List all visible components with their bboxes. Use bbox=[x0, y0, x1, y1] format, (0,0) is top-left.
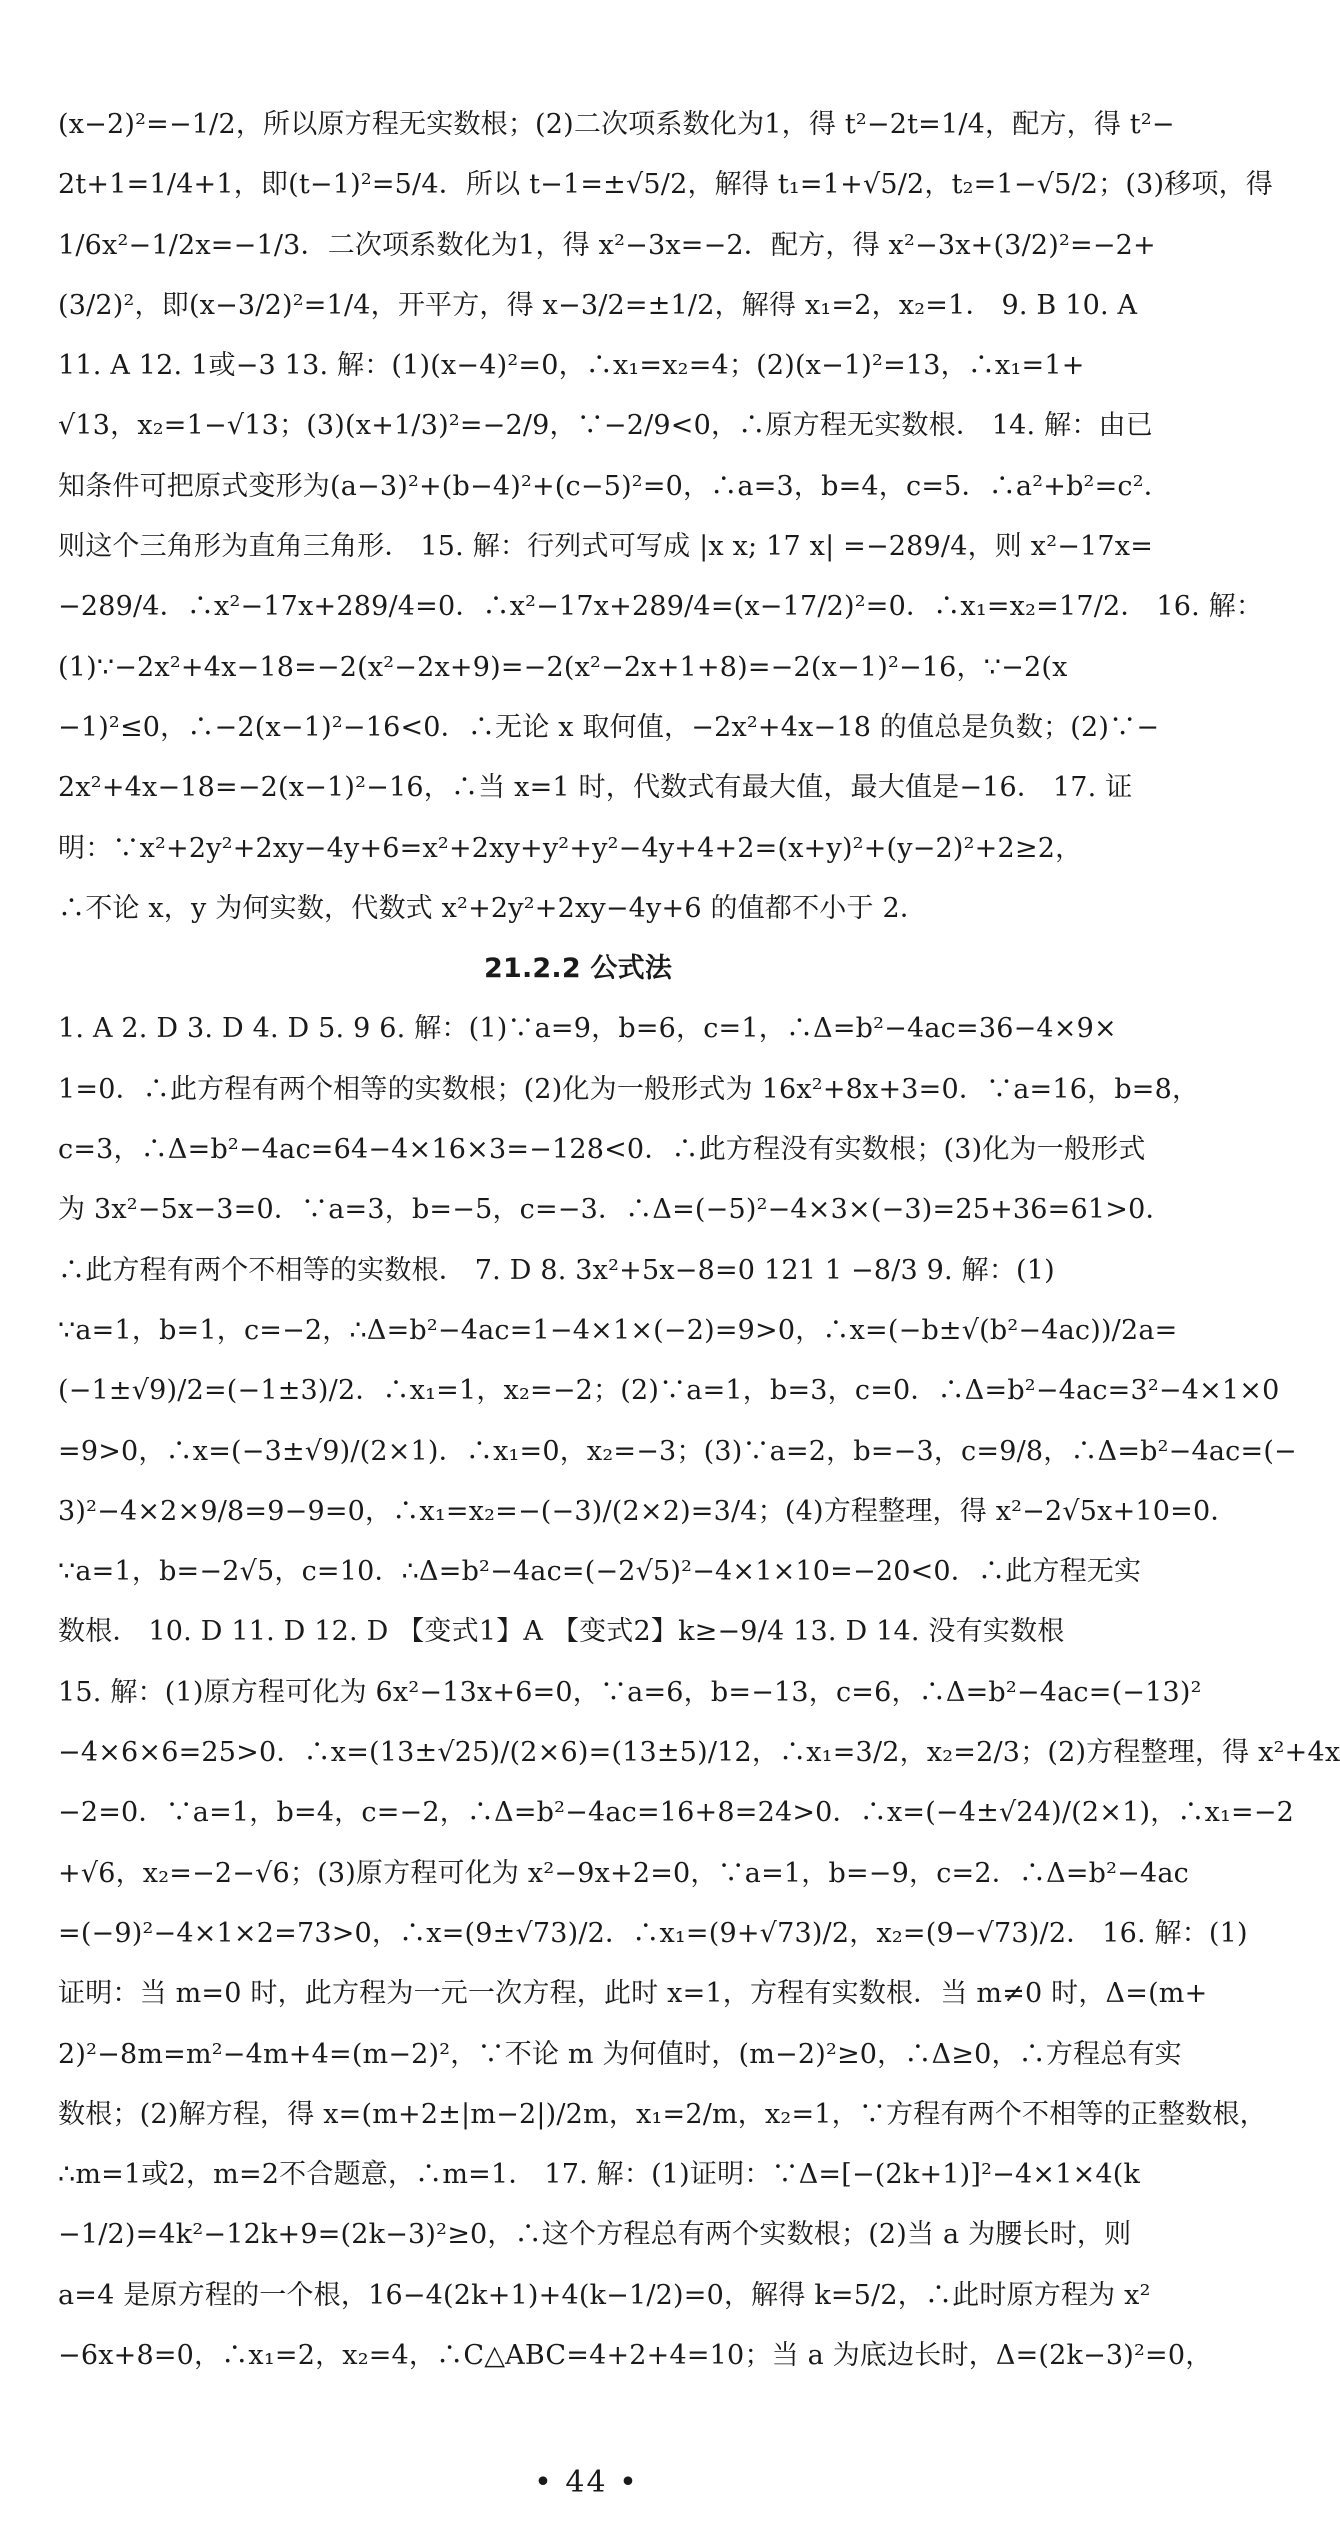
text-line: 1. A 2. D 3. D 4. D 5. 9 6. 解：(1)∵a=9，b=6，c=1，∴Δ=b²−4ac=36−4×9× bbox=[58, 1013, 1117, 1045]
text-line: =(−9)²−4×1×2=73>0，∴x=(9±√73)/2．∴x₁=(9+√73)/2，x₂=(9−√73)/2． 16. 解：(1) bbox=[58, 1917, 1248, 1949]
text-line: +√6，x₂=−2−√6；(3)原方程可化为 x²−9x+2=0，∵a=1，b=−9，c=2．∴Δ=b²−4ac bbox=[58, 1857, 1189, 1889]
text-line: 则这个三角形为直角三角形． 15. 解：行列式可写成 |x x; 17 x| =−289/4，则 x²−17x= bbox=[58, 531, 1154, 563]
text-line: 数根． 10. D 11. D 12. D 【变式1】A 【变式2】k≥−9/4 13. D 14. 没有实数根 bbox=[58, 1616, 1065, 1648]
text-line: c=3，∴Δ=b²−4ac=64−4×16×3=−128<0．∴此方程没有实数根；(3)化为一般形式 bbox=[58, 1134, 1146, 1166]
text-line: 数根；(2)解方程，得 x=(m+2±|m−2|)/2m，x₁=2/m，x₂=1，∵方程有两个不相等的正整数根， bbox=[58, 2098, 1267, 2130]
section-heading: 21.2.2 公式法 bbox=[483, 953, 673, 985]
text-line: 11. A 12. 1或−3 13. 解：(1)(x−4)²=0，∴x₁=x₂=4；(2)(x−1)²=13，∴x₁=1+ bbox=[58, 350, 1085, 382]
text-line: −1/2)=4k²−12k+9=(2k−3)²≥0，∴这个方程总有两个实数根；(2)当 a 为腰长时，则 bbox=[58, 2219, 1132, 2251]
text-line: (x−2)²=−1/2，所以原方程无实数根；(2)二次项系数化为1，得 t²−2t=1/4，配方，得 t²− bbox=[58, 109, 1175, 140]
text-line: 证明：当 m=0 时，此方程为一元一次方程，此时 x=1，方程有实数根．当 m≠0 时，Δ=(m+ bbox=[58, 1978, 1208, 2010]
text-line: 1=0．∴此方程有两个相等的实数根；(2)化为一般形式为 16x²+8x+3=0．∵a=16，b=8， bbox=[58, 1073, 1200, 1105]
text-line: −2=0．∵a=1，b=4，c=−2，∴Δ=b²−4ac=16+8=24>0．∴x=(−4±√24)/(2×1)，∴x₁=−2 bbox=[58, 1797, 1295, 1829]
text-line: 2x²+4x−18=−2(x−1)²−16，∴当 x=1 时，代数式有最大值，最大值是−16． 17. 证 bbox=[58, 772, 1133, 804]
text-line: (1)∵−2x²+4x−18=−2(x²−2x+9)=−2(x²−2x+1+8)=−2(x−1)²−16，∵−2(x bbox=[58, 651, 1068, 683]
text-line: 3)²−4×2×9/8=9−9=0，∴x₁=x₂=−(−3)/(2×2)=3/4；(4)方程整理，得 x²−2√5x+10=0． bbox=[58, 1495, 1238, 1527]
text-line: 1/6x²−1/2x=−1/3．二次项系数化为1，得 x²−3x=−2．配方，得 x²−3x+(3/2)²=−2+ bbox=[58, 229, 1156, 261]
text-line: √13，x₂=1−√13；(3)(x+1/3)²=−2/9，∵−2/9<0，∴原方程无实数根． 14. 解：由已 bbox=[58, 410, 1153, 442]
text-line: ∴不论 x，y 为何实数，代数式 x²+2y²+2xy−4y+6 的值都不小于 2． bbox=[58, 892, 928, 924]
text-line: −6x+8=0，∴x₁=2，x₂=4，∴C△ABC=4+2+4=10；当 a 为底边长时，Δ=(2k−3)²=0， bbox=[58, 2339, 1213, 2371]
text-line: −289/4．∴x²−17x+289/4=0．∴x²−17x+289/4=(x−17/2)²=0．∴x₁=x₂=17/2． 16. 解： bbox=[58, 591, 1264, 623]
text-line: −1)²≤0，∴−2(x−1)²−16<0．∴无论 x 取何值，−2x²+4x−18 的值总是负数；(2)∵− bbox=[58, 711, 1160, 743]
text-line: 明：∵x²+2y²+2xy−4y+6=x²+2xy+y²+y²−4y+4+2=(x+y)²+(y−2)²+2≥2， bbox=[58, 832, 1083, 864]
text-line: =9>0，∴x=(−3±√9)/(2×1)．∴x₁=0，x₂=−3；(3)∵a=2，b=−3，c=9/8，∴Δ=b²−4ac=(− bbox=[58, 1435, 1297, 1467]
text-line: ∴m=1或2，m=2不合题意，∴m=1． 17. 解：(1)证明：∵Δ=[−(2k+1)]²−4×1×4(k bbox=[58, 2159, 1141, 2191]
text-line: 2)²−8m=m²−4m+4=(m−2)²，∵不论 m 为何值时，(m−2)²≥0，∴Δ≥0，∴方程总有实 bbox=[58, 2038, 1182, 2070]
text-line: (3/2)²，即(x−3/2)²=1/4，开平方，得 x−3/2=±1/2，解得 x₁=2，x₂=1． 9. B 10. A bbox=[58, 289, 1138, 321]
text-line: (−1±√9)/2=(−1±3)/2．∴x₁=1，x₂=−2；(2)∵a=1，b=3，c=0．∴Δ=b²−4ac=3²−4×1×0 bbox=[58, 1375, 1280, 1407]
text-line: ∵a=1，b=−2√5，c=10．∴Δ=b²−4ac=(−2√5)²−4×1×10=−20<0．∴此方程无实 bbox=[58, 1556, 1142, 1588]
text-line: 知条件可把原式变形为(a−3)²+(b−4)²+(c−5)²=0，∴a=3，b=4，c=5．∴a²+b²=c²． bbox=[58, 470, 1171, 502]
page-number: • 44 • bbox=[534, 2465, 639, 2500]
text-line: 为 3x²−5x−3=0．∵a=3，b=−5，c=−3．∴Δ=(−5)²−4×3×(−3)=25+36=61>0． bbox=[58, 1194, 1173, 1226]
page-text bbox=[58, 109, 1340, 2432]
text-line: ∴此方程有两个不相等的实数根． 7. D 8. 3x²+5x−8=0 121 1 −8/3 9. 解：(1) bbox=[58, 1254, 1055, 1286]
text-line: 2t+1=1/4+1，即(t−1)²=5/4．所以 t−1=±√5/2，解得 t₁=1+√5/2，t₂=1−√5/2；(3)移项，得 bbox=[58, 169, 1274, 201]
text-line: −4×6×6=25>0．∴x=(13±√25)/(2×6)=(13±5)/12，∴x₁=3/2，x₂=2/3；(2)方程整理，得 x²+4x bbox=[58, 1737, 1340, 1769]
text-line: ∵a=1，b=1，c=−2，∴Δ=b²−4ac=1−4×1×(−2)=9>0，∴x=(−b±√(b²−4ac))/2a= bbox=[58, 1314, 1178, 1346]
text-line: a=4 是原方程的一个根，16−4(2k+1)+4(k−1/2)=0，解得 k=5/2，∴此时原方程为 x² bbox=[58, 2279, 1151, 2311]
text-line: 15. 解：(1)原方程可化为 6x²−13x+6=0，∵a=6，b=−13，c=6，∴Δ=b²−4ac=(−13)² bbox=[58, 1676, 1202, 1708]
